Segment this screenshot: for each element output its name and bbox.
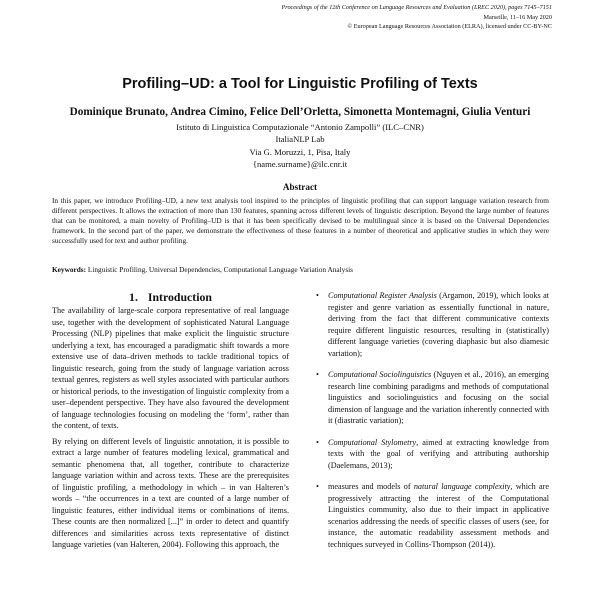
research-areas-list — [313, 290, 549, 550]
bullet-icon: • — [316, 437, 319, 447]
intro-paragraph-2: By relying on different levels of linguistic annotation, it is possible to extract a large number of features modeling lexical, grammatical and semantic phenomena that, all together, contribute to characterize language variation within and across texts. These are the prerequisites of linguistic profiling, a methodology in which – in van Halteren’s words – “the occurrences in a text are counted of a large number of linguistic features, either individual items or combinations of items. These counts are then normalized [...]” in order to detect and quantify differences and similarities across texts representative of distinct language varieties (van Halteren, 2004). Following this approach, the — [52, 436, 289, 549]
abstract-text: In this paper, we introduce Profiling–UD, a new text analysis tool inspired to the principles of linguistic profiling that can support language variation research from different perspectives. It allows the extraction of more than 130 features, spanning across different levels of linguistic description. Beyond the large number of features that can be monitored, a main novelty of Profiling–UD is that it has been specifically devised to be multilingual since it is based on the Universal Dependencies framework. In the second part of the paper, we demonstrate the effectiveness of these features in a number of theoretical and applicative studies in which they were successfully used for text and author profiling. — [52, 196, 549, 246]
intro-paragraph-1: The availability of large-scale corpora representative of real language use, together with the development of sophisticated Natural Language Processing (NLP) pipelines that make explicit the linguistic structure underlying a text, has encouraged a paradigmatic shift towards a more extensive use of data–driven methods to tackle traditional topics of linguistic research, going from the study of language variation across textual genres, registers as well styles associated with particular authors or historical periods, to the investigation of linguistic complexity from a user–dependent perspective. They have also favoured the development of language technologies focusing on modeling the ‘form’, rather than the content, of texts. — [52, 306, 289, 430]
list-item — [313, 437, 549, 472]
list-item-term: Computational Stylometry — [328, 437, 417, 447]
affiliation-email[interactable]: {name.surname}@ilc.cnr.it — [252, 158, 348, 169]
copyright-line: © European Language Resources Association (ELRA), licensed under CC-BY-NC — [347, 23, 552, 31]
location-date-line: Marseille, 11–16 May 2020 — [483, 13, 552, 21]
bullet-icon: • — [316, 370, 319, 379]
section-number: 1. — [129, 290, 138, 304]
abstract-heading: Abstract — [282, 182, 318, 192]
bullet-icon: • — [316, 291, 319, 300]
right-column — [313, 290, 549, 560]
bullet-icon: • — [316, 482, 319, 491]
affiliation-institute: Istituto di Linguistica Computazionale “Antonio Zampolli” (ILC–CNR) — [176, 122, 424, 132]
paper-title: Profiling–UD: a Tool for Linguistic Profiling of Texts — [122, 76, 478, 92]
keywords-text: Linguistic Profiling, Universal Dependencies, Computational Language Variation Analysis — [86, 265, 354, 274]
list-item-prefix: measures and models of — [328, 482, 414, 491]
list-item-text: (Argamon, 2019), which looks at register and genre variation as essentially functional in nature, deriving from the fact that different communicative contexts require different linguistic resources, resulting in (statistically) different language varieties (covering diaphasic but also diamesic variation); — [328, 291, 549, 358]
proceedings-line: Proceedings of the 12th Conference on Language Resources and Evaluation (LREC 2020), pages 7145–7151 — [281, 4, 552, 11]
list-item-term: Computational Register Analysis — [328, 291, 437, 300]
section-heading — [52, 290, 289, 305]
list-item-text: , aimed at extracting knowledge from texts with the goal of verifying and attributing authorship (Daelemans, 2013); — [328, 437, 549, 470]
list-item — [313, 290, 549, 359]
left-column — [52, 305, 289, 555]
list-item-term: natural language complexity — [413, 482, 511, 491]
page-header — [222, 3, 552, 32]
list-item-term: Computational Sociolinguistics — [328, 370, 432, 379]
list-item-text: , which are progressively attracting the interest of the Computational Linguistics community, also due to their impact in applicative scenarios addressing the needs of specific classes of users (see, for instance, the automatic readability assessment methods and techniques surveyed in Collins-Thompson (2014)). — [328, 482, 549, 549]
list-item — [313, 481, 549, 550]
affiliation-block — [0, 121, 600, 170]
keywords-label: Keywords: — [52, 265, 87, 274]
affiliation-lab: ItaliaNLP Lab — [275, 134, 325, 145]
author-list: Dominique Brunato, Andrea Cimino, Felice Dell’Orletta, Simonetta Montemagni, Giulia Venturi — [69, 106, 531, 118]
list-item — [313, 369, 549, 427]
keywords-line — [52, 265, 549, 275]
list-item-text: (Nguyen et al., 2016), an emerging research line combining paradigms and methods of computational linguistics and sociolinguistics and focusing on the social dimension of language and the variation inherently connected with it (diastratic variation); — [328, 370, 549, 425]
section-title: Introduction — [147, 290, 212, 304]
affiliation-address: Via G. Moruzzi, 1, Pisa, Italy — [249, 146, 351, 157]
